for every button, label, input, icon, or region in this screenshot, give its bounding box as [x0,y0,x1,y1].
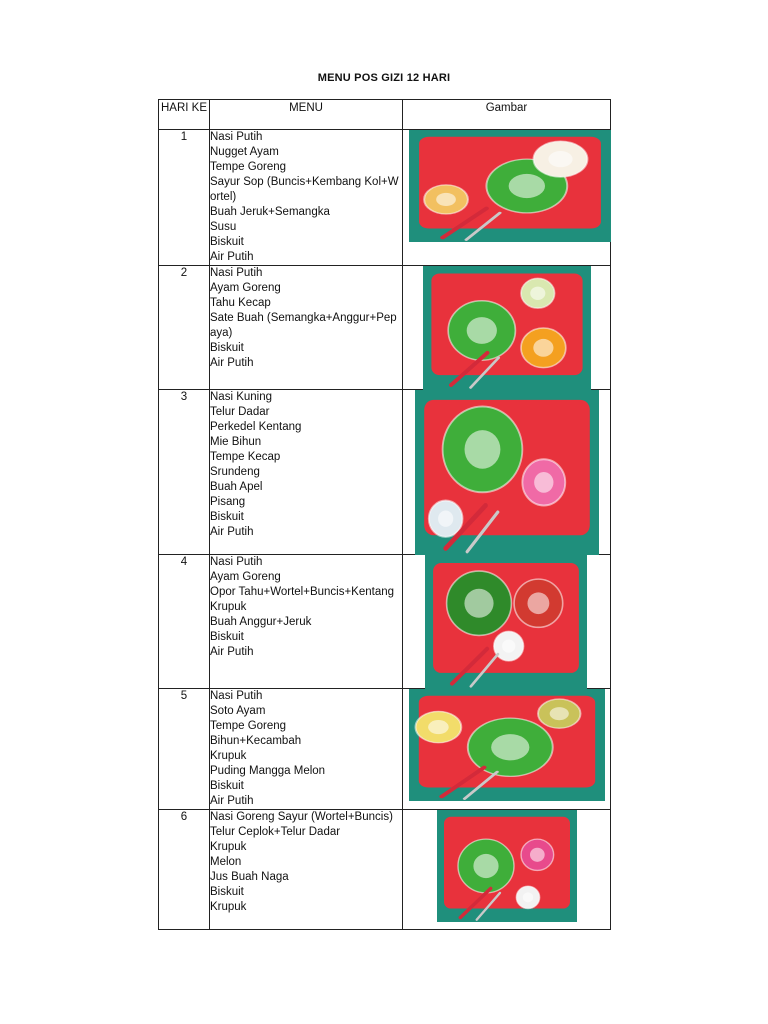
food-photo-cell [403,130,611,266]
header-image: Gambar [403,100,611,130]
menu-item: Puding Mangga Melon [210,765,326,777]
menu-item: Biskuit [210,511,244,523]
header-day: HARI KE [159,100,210,130]
menu-item: Tempe Kecap [210,451,281,463]
menu-item: Krupuk [210,841,247,853]
menu-item: Air Putih [210,646,254,658]
menu-item: Air Putih [210,357,254,369]
table-header-row [159,100,611,130]
menu-item: Buah Apel [210,481,263,493]
menu-item: Pisang [210,496,246,508]
menu-items [210,130,403,266]
menu-item: Biskuit [210,342,244,354]
menu-item: Tempe Goreng [210,720,287,732]
menu-item: Air Putih [210,251,254,263]
day-number: 4 [159,555,210,689]
food-tray-photo [425,555,587,689]
menu-item: Biskuit [210,886,244,898]
menu-item: Srundeng [210,466,260,478]
menu-item: Biskuit [210,631,244,643]
menu-item: Ayam Goreng [210,571,281,583]
menu-item: Perkedel Kentang [210,421,302,433]
day-number: 6 [159,810,210,930]
menu-item: Buah Anggur+Jeruk [210,616,312,628]
menu-items [210,555,403,689]
menu-item: Soto Ayam [210,705,266,717]
menu-item: Nasi Putih [210,556,263,568]
menu-item: Air Putih [210,795,254,807]
menu-item: Air Putih [210,526,254,538]
menu-item: Krupuk [210,901,247,913]
menu-item: Nasi Putih [210,690,263,702]
day-number: 2 [159,266,210,390]
menu-item: Tahu Kecap [210,297,271,309]
food-tray-photo [415,390,599,555]
menu-item: Telur Dadar [210,406,270,418]
menu-item: Sate Buah (Semangka+Anggur+Pepaya) [210,312,397,339]
day-number: 3 [159,390,210,555]
food-tray-photo [423,266,591,390]
menu-item: Ayam Goreng [210,282,281,294]
menu-item: Nasi Putih [210,267,263,279]
day-number: 1 [159,130,210,266]
menu-item: Biskuit [210,236,244,248]
menu-item: Nasi Goreng Sayur (Wortel+Buncis) [210,811,393,823]
food-photo-cell [403,390,611,555]
menu-items [210,266,403,390]
table-row [159,689,611,810]
menu-item: Susu [210,221,237,233]
menu-item: Telur Ceplok+Telur Dadar [210,826,341,838]
menu-items [210,689,403,810]
table-row [159,555,611,689]
menu-item: Opor Tahu+Wortel+Buncis+Kentang [210,586,395,598]
day-number: 5 [159,689,210,810]
table-row [159,810,611,930]
menu-item: Mie Bihun [210,436,262,448]
header-menu: MENU [210,100,403,130]
food-tray-photo [437,810,577,922]
food-tray-photo [409,689,605,801]
menu-item: Bihun+Kecambah [210,735,302,747]
menu-item: Sayur Sop (Buncis+Kembang Kol+Wortel) [210,176,399,203]
page-title: MENU POS GIZI 12 HARI [317,72,451,84]
food-tray-photo [409,130,611,242]
menu-item: Krupuk [210,750,247,762]
table-row [159,266,611,390]
menu-item: Buah Jeruk+Semangka [210,206,330,218]
menu-items [210,810,403,930]
menu-item: Tempe Goreng [210,161,287,173]
food-photo-cell [403,555,611,689]
menu-items [210,390,403,555]
table-row [159,130,611,266]
menu-item: Nugget Ayam [210,146,279,158]
menu-item: Nasi Kuning [210,391,273,403]
menu-item: Biskuit [210,780,244,792]
food-photo-cell [403,266,611,390]
food-photo-cell [403,689,611,810]
food-photo-cell [403,810,611,930]
menu-item: Melon [210,856,242,868]
menu-item: Nasi Putih [210,131,263,143]
menu-table [158,99,611,930]
menu-item: Krupuk [210,601,247,613]
table-row [159,390,611,555]
menu-item: Jus Buah Naga [210,871,289,883]
